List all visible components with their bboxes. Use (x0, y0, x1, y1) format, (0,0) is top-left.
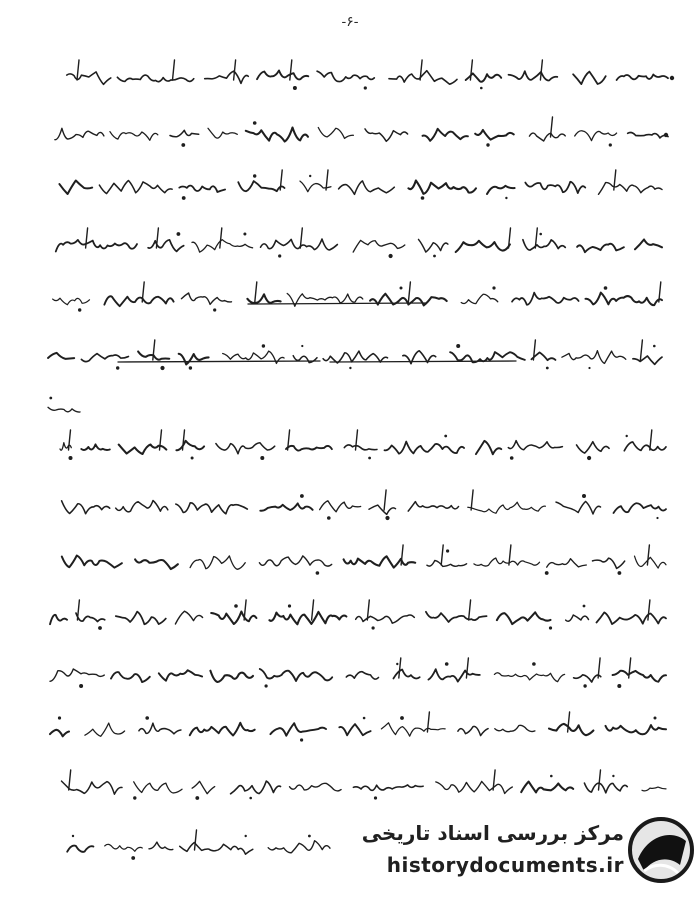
handwritten-stroke (195, 830, 197, 850)
diacritic-dot (539, 233, 542, 236)
diacritic-dot (182, 196, 186, 200)
diacritic-dot (300, 494, 304, 498)
handwritten-word (428, 669, 479, 681)
handwritten-line (67, 60, 668, 90)
handwritten-word (259, 556, 331, 566)
diacritic-dot (49, 397, 52, 400)
underline-stroke (118, 361, 320, 362)
handwritten-word (423, 129, 468, 141)
diacritic-dot (189, 366, 192, 369)
handwritten-word (55, 128, 104, 139)
handwritten-word (474, 558, 540, 566)
handwritten-word (573, 72, 606, 85)
diacritic-dot (612, 775, 614, 777)
handwritten-word (320, 501, 361, 512)
handwritten-stroke (77, 60, 79, 80)
diacritic-dot (389, 254, 393, 258)
diacritic-dot (160, 366, 164, 370)
handwritten-stroke (408, 282, 410, 302)
handwritten-word (216, 443, 275, 454)
handwritten-stroke (551, 117, 553, 137)
handwritten-word (116, 612, 166, 625)
handwritten-word (246, 128, 308, 142)
handwritten-stroke (629, 658, 631, 678)
diacritic-dot (588, 367, 590, 369)
diacritic-dot (609, 143, 612, 146)
handwritten-line (62, 545, 666, 575)
diacritic-dot (145, 716, 149, 720)
diacritic-dot (372, 626, 375, 629)
handwritten-stroke (173, 60, 175, 80)
handwritten-stroke (650, 430, 652, 450)
handwritten-stroke (599, 770, 601, 790)
diacritic-dot (262, 344, 265, 347)
handwritten-word (365, 129, 408, 141)
handwritten-word (50, 615, 67, 624)
handwritten-word (286, 446, 332, 451)
diacritic-dot (265, 684, 268, 687)
diacritic-dot (243, 233, 246, 236)
handwritten-stroke (356, 430, 358, 450)
handwritten-word (525, 182, 585, 193)
handwritten-word (56, 240, 137, 252)
handwritten-word (205, 71, 249, 83)
handwritten-word (192, 240, 253, 252)
diacritic-dot (349, 367, 351, 369)
handwritten-stroke (244, 600, 246, 620)
handwritten-line (67, 830, 330, 860)
handwritten-word (353, 240, 405, 252)
handwritten-stroke (540, 60, 542, 80)
diacritic-dot (486, 143, 489, 146)
handwritten-word (599, 183, 663, 195)
diacritic-dot (656, 517, 658, 519)
handwritten-stroke (220, 228, 222, 248)
handwritten-word (577, 244, 624, 252)
archive-logo-icon (628, 815, 694, 885)
diacritic-dot (363, 717, 366, 720)
watermark-title: مرکز بررسی اسناد تاریخی (361, 821, 624, 845)
diacritic-dot (116, 366, 119, 369)
handwritten-word (562, 351, 626, 364)
handwritten-word (116, 501, 168, 512)
handwritten-word (148, 240, 184, 252)
handwritten-stroke (384, 490, 386, 510)
handwritten-word (574, 675, 601, 682)
handwritten-word (62, 781, 123, 794)
handwritten-line (62, 770, 667, 800)
handwritten-word (179, 354, 209, 365)
handwritten-word (181, 293, 231, 304)
diacritic-dot (234, 604, 238, 608)
handwritten-line (56, 228, 662, 258)
handwritten-word (419, 239, 448, 252)
handwritten-word (339, 724, 370, 735)
handwritten-word (521, 782, 573, 793)
diacritic-dot (278, 254, 281, 257)
diacritic-dot (604, 286, 608, 290)
handwritten-word (475, 130, 514, 140)
handwritten-word (76, 613, 105, 621)
handwritten-word (556, 501, 601, 514)
handwritten-word (135, 559, 178, 569)
handwritten-word (247, 294, 280, 303)
handwritten-word (344, 445, 377, 450)
diacritic-dot (549, 626, 552, 629)
diacritic-dot (327, 516, 331, 520)
handwritten-word (238, 181, 284, 191)
handwritten-word (642, 787, 666, 791)
diacritic-dot (253, 121, 257, 125)
handwritten-word (509, 71, 558, 80)
handwritten-word (436, 781, 513, 793)
diacritic-dot (245, 835, 247, 837)
handwritten-word (210, 671, 253, 682)
handwritten-word (495, 725, 535, 731)
diacritic-dot (260, 456, 264, 460)
watermark (314, 813, 694, 891)
handwritten-word (134, 782, 182, 793)
handwritten-word (344, 556, 416, 567)
handwritten-stroke (255, 282, 257, 302)
handwritten-word (635, 556, 667, 568)
handwritten-word (633, 356, 662, 364)
handwritten-word (67, 72, 111, 85)
handwritten-word (529, 133, 565, 141)
diacritic-dot (249, 797, 252, 800)
handwritten-word (81, 444, 110, 450)
diacritic-dot (444, 435, 447, 438)
diacritic-dot (308, 835, 311, 838)
handwritten-line (62, 490, 666, 520)
handwritten-word (176, 503, 247, 514)
diacritic-dot (446, 549, 449, 552)
diacritic-dot (582, 494, 586, 498)
handwritten-stroke (471, 490, 473, 510)
handwritten-stroke (69, 770, 71, 790)
handwritten-word (50, 669, 104, 681)
handwritten-word (192, 781, 215, 793)
diacritic-dot (177, 232, 181, 236)
diacritic-dot (583, 605, 586, 608)
diacritic-dot (58, 716, 61, 719)
diacritic-dot (364, 86, 367, 89)
handwritten-word (139, 723, 181, 734)
handwritten-word (175, 611, 202, 624)
handwritten-stroke (312, 600, 314, 620)
diacritic-dot (385, 516, 389, 520)
diacritic-dot (400, 287, 403, 290)
diacritic-dot (98, 626, 102, 630)
handwritten-word (586, 293, 663, 306)
handwritten-word (584, 783, 627, 793)
handwritten-word (547, 559, 587, 568)
handwritten-word (176, 441, 204, 450)
handwritten-word (427, 560, 467, 566)
diacritic-dot (587, 456, 591, 460)
handwritten-word (48, 407, 80, 412)
diacritic-dot (510, 456, 514, 460)
handwritten-word (287, 294, 363, 307)
handwritten-word (635, 240, 662, 250)
handwritten-word (408, 181, 476, 194)
handwritten-line (50, 658, 666, 688)
handwritten-word (231, 781, 281, 794)
underline-stroke (248, 303, 426, 304)
handwritten-line (50, 712, 666, 742)
handwritten-stroke (86, 228, 88, 248)
handwritten-word (81, 354, 128, 362)
diacritic-dot (546, 367, 549, 370)
diacritic-dot (433, 255, 436, 258)
diacritic-dot (79, 684, 83, 688)
handwritten-word (597, 612, 667, 624)
handwritten-word (497, 612, 551, 624)
handwritten-word (476, 441, 501, 454)
diacritic-dot (617, 684, 621, 688)
handwritten-word (531, 352, 555, 360)
diacritic-dot (550, 775, 553, 778)
handwritten-word (85, 723, 125, 736)
handwritten-word (104, 296, 173, 306)
handwritten-word (111, 672, 150, 682)
handwritten-word (318, 128, 353, 139)
handwritten-stroke (399, 658, 401, 678)
handwritten-word (494, 673, 564, 682)
handwritten-word (606, 725, 667, 734)
handwritten-word (369, 505, 396, 514)
handwritten-word (339, 181, 395, 195)
diacritic-dot (309, 175, 311, 177)
handwritten-word (512, 293, 579, 305)
handwritten-word (159, 670, 202, 681)
diacritic-dot (456, 344, 460, 348)
handwritten-stroke (183, 430, 185, 450)
handwritten-line (59, 170, 662, 200)
diacritic-dot (131, 856, 135, 860)
handwritten-word (389, 71, 457, 85)
diacritic-dot (583, 684, 586, 687)
handwritten-line (60, 430, 666, 460)
handwritten-word (269, 612, 346, 624)
diacritic-dot (213, 308, 216, 311)
handwritten-word (381, 723, 445, 736)
handwritten-word (179, 186, 225, 192)
handwritten-word (617, 75, 668, 81)
handwritten-word (270, 723, 326, 736)
handwritten-word (110, 132, 158, 141)
diacritic-dot (253, 174, 256, 177)
handwritten-word (170, 130, 199, 136)
diacritic-dot (480, 87, 483, 90)
diacritic-dot (300, 738, 303, 741)
diacritic-dot (316, 571, 320, 575)
handwritten-word (190, 556, 245, 569)
handwritten-word (408, 502, 458, 512)
diacritic-dot (654, 717, 657, 720)
diacritic-dot (368, 457, 371, 460)
handwritten-word (211, 612, 256, 625)
handwritten-stroke (648, 600, 650, 620)
page-number: -۶- (341, 14, 359, 30)
handwritten-line (55, 117, 668, 147)
handwritten-word (67, 846, 93, 852)
handwritten-word (53, 298, 90, 305)
line-marker (670, 76, 674, 80)
handwritten-word (62, 501, 110, 514)
diacritic-dot (421, 196, 425, 200)
handwritten-word (577, 442, 610, 453)
handwritten-word (613, 671, 666, 682)
handwritten-word (208, 128, 237, 138)
handwritten-stroke (647, 545, 649, 565)
diacritic-dot (301, 345, 303, 347)
handwritten-stroke (441, 545, 443, 565)
handwritten-word (290, 783, 342, 791)
handwritten-word (50, 730, 69, 737)
handwritten-word (487, 186, 515, 194)
handwritten-word (48, 353, 74, 359)
handwritten-word (624, 442, 666, 451)
handwritten-word (628, 133, 668, 138)
diacritic-dot (400, 716, 404, 720)
handwritten-word (260, 503, 312, 510)
diacritic-dot (445, 662, 449, 666)
diacritic-dot (133, 796, 136, 799)
handwritten-stroke (69, 430, 71, 450)
line-marker (664, 133, 668, 137)
handwritten-word (508, 441, 562, 450)
handwritten-word (261, 239, 338, 250)
handwritten-word (523, 240, 565, 250)
handwritten-word (105, 844, 143, 851)
handwritten-word (385, 442, 465, 454)
handwritten-stroke (469, 600, 471, 620)
diacritic-dot (72, 835, 74, 837)
diacritic-dot (492, 286, 495, 289)
diacritic-dot (181, 143, 185, 147)
handwritten-word (62, 556, 122, 568)
handwritten-word (393, 670, 419, 679)
handwritten-word (149, 842, 173, 850)
handwritten-line (48, 340, 662, 370)
diacritic-dot (374, 796, 377, 799)
handwritten-line (50, 600, 666, 630)
diacritic-dot (69, 456, 73, 460)
handwritten-stroke (290, 60, 292, 80)
handwritten-word (461, 294, 498, 303)
diacritic-dot (618, 571, 622, 575)
handwritten-word (353, 785, 423, 790)
handwritten-word (317, 71, 374, 81)
handwritten-stroke (470, 60, 472, 80)
handwritten-stroke (77, 600, 79, 620)
handwritten-word (614, 503, 667, 513)
handwritten-word (456, 241, 510, 252)
diacritic-dot (293, 86, 297, 90)
handwritten-word (458, 726, 488, 735)
underline-stroke (330, 361, 516, 362)
handwritten-word (549, 724, 593, 735)
handwritten-line (48, 397, 80, 412)
handwritten-word (260, 669, 332, 681)
handwritten-word (426, 612, 487, 622)
handwritten-stroke (640, 340, 642, 360)
handwritten-word (566, 615, 589, 621)
diacritic-dot (396, 663, 398, 665)
diacritic-dot (653, 345, 656, 348)
diacritic-dot (191, 457, 194, 460)
handwritten-word (346, 672, 378, 679)
diacritic-dot (532, 662, 536, 666)
handwritten-stroke (234, 60, 236, 80)
handwritten-word (468, 502, 546, 513)
diacritic-dot (545, 571, 549, 575)
diacritic-dot (505, 197, 507, 199)
handwritten-word (593, 558, 625, 568)
handwritten-word (356, 615, 415, 623)
handwritten-word (180, 843, 253, 855)
handwritten-line (53, 282, 662, 312)
handwritten-word (117, 75, 193, 82)
watermark-url: historydocuments.ir (386, 853, 624, 877)
handwritten-word (190, 723, 255, 736)
diacritic-dot (288, 604, 291, 607)
diacritic-dot (195, 796, 199, 800)
handwritten-word (575, 131, 617, 141)
handwritten-word (99, 181, 172, 194)
diacritic-dot (626, 435, 628, 437)
diacritic-dot (78, 308, 81, 311)
handwritten-word (257, 71, 308, 80)
handwritten-word (59, 181, 92, 195)
